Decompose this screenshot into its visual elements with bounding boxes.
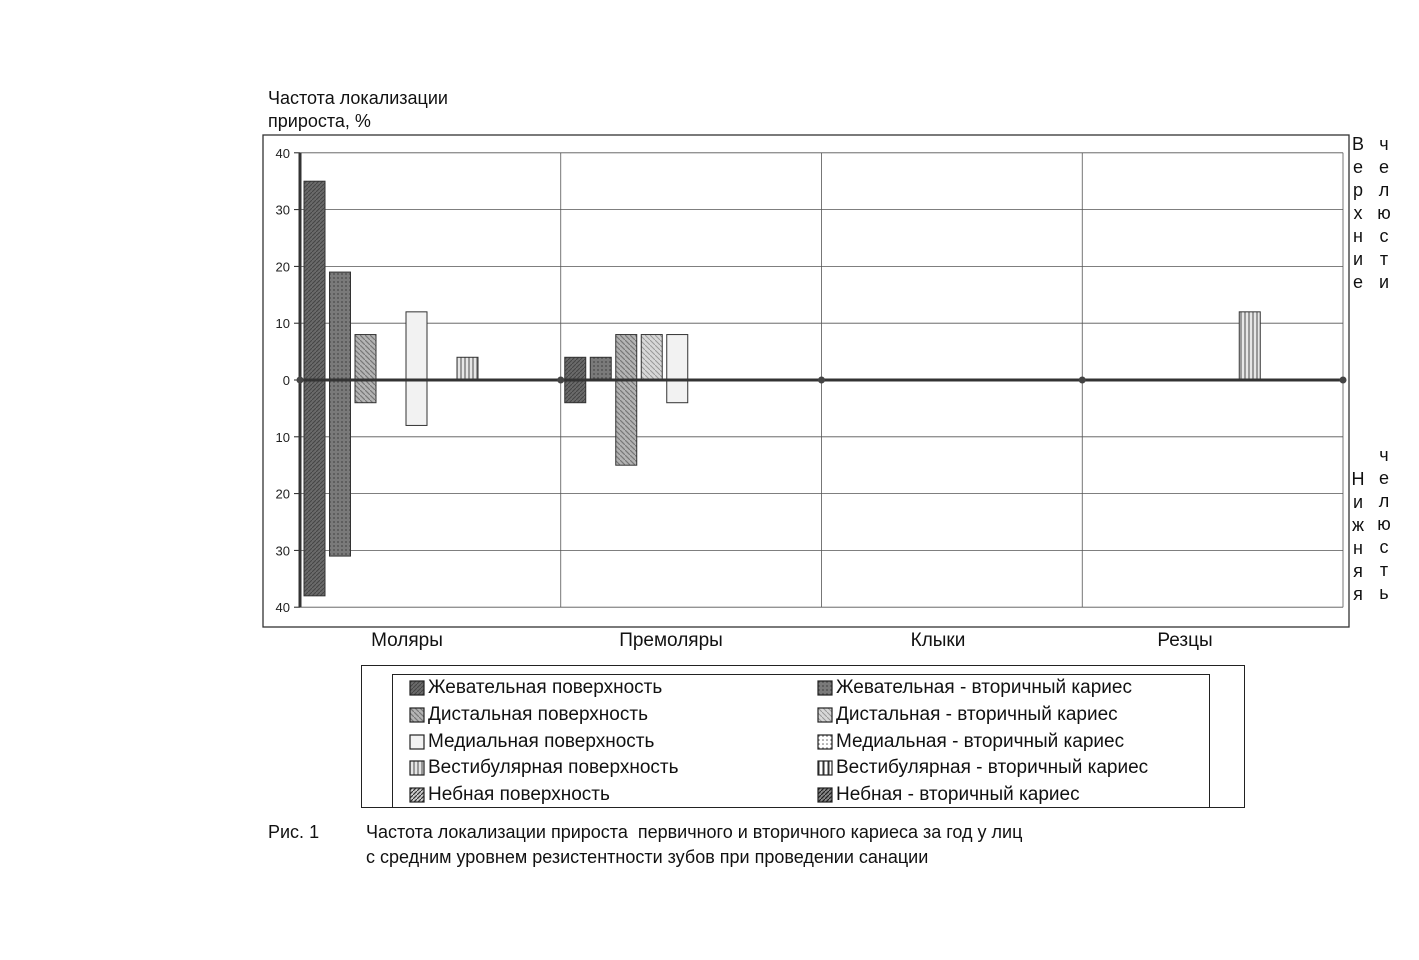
legend-swatch-icon (409, 680, 425, 696)
y-tick-label-upper: 0 (282, 373, 290, 388)
y-tick-label-upper: 20 (275, 259, 290, 275)
figure-caption-line-2: с средним уровнем резистентности зубов при проведении санации (366, 847, 929, 867)
bar-upper (406, 312, 427, 380)
legend-label: Вестибулярная поверхность (428, 757, 679, 779)
side-label-letter: ж (1351, 515, 1365, 535)
y-tick-label-upper: 30 (275, 202, 290, 218)
legend-swatch-icon (409, 787, 425, 803)
legend-swatch-icon (817, 760, 833, 776)
bar-upper (590, 357, 611, 380)
side-label-letter: т (1379, 560, 1389, 580)
legend-items (392, 674, 1210, 807)
side-label-letter: н (1353, 538, 1363, 558)
side-label-letter: с (1379, 537, 1389, 557)
side-label-letter: я (1353, 584, 1363, 604)
side-label-letter: Н (1351, 469, 1365, 489)
side-label-letter: ю (1377, 203, 1391, 223)
side-label-letter: ч (1379, 134, 1389, 154)
legend-item (409, 702, 648, 728)
y-tick-label-upper: 40 (275, 145, 290, 161)
legend (361, 665, 1245, 808)
side-label-letter: и (1352, 492, 1364, 512)
legend-swatch-icon (817, 787, 833, 803)
legend-label: Вестибулярная - вторичный кариес (836, 757, 1149, 779)
figure-caption-line-1: Частота локализации прироста первичного и вторичного кариеса за год у лиц (366, 822, 1023, 842)
legend-item (409, 729, 654, 755)
figure-caption (366, 820, 1266, 870)
legend-item (817, 702, 1118, 728)
side-label-letter: и (1378, 272, 1390, 292)
legend-swatch-icon (409, 734, 425, 750)
bar-upper (616, 335, 637, 380)
y-tick-label-lower: 30 (275, 543, 290, 559)
bar-upper (330, 272, 351, 380)
legend-item (409, 755, 679, 781)
legend-swatch-icon (409, 760, 425, 776)
side-label-letter: ь (1379, 583, 1389, 603)
bar-lower (330, 380, 351, 556)
legend-item (409, 782, 610, 808)
legend-swatch-icon (817, 680, 833, 696)
category-label-premolars: Премоляры (619, 630, 723, 651)
bar-lower (406, 380, 427, 425)
category-divider-marker (818, 377, 825, 384)
y-tick-label-lower: 20 (275, 486, 290, 502)
side-label-letter: т (1379, 249, 1389, 269)
bar-upper (1239, 312, 1260, 380)
legend-label: Небная - вторичный кариес (836, 784, 1080, 806)
bar-upper (565, 357, 586, 380)
bar-lower (304, 380, 325, 596)
legend-item (817, 729, 1124, 755)
bar-upper (641, 335, 662, 380)
category-label-incisors: Резцы (1157, 630, 1213, 651)
side-label-letter: е (1352, 157, 1363, 177)
side-label-letter: р (1352, 180, 1363, 200)
side-label-letter: и (1352, 249, 1364, 269)
side-label-letter: е (1352, 272, 1363, 292)
side-label-letter: е (1378, 468, 1389, 488)
legend-label: Жевательная поверхность (428, 677, 663, 698)
side-label-letter: с (1379, 226, 1389, 246)
legend-label: Медиальная поверхность (428, 730, 655, 752)
legend-swatch-icon (817, 707, 833, 723)
bar-lower (565, 380, 586, 403)
bar-upper (355, 335, 376, 380)
side-label-letter: ч (1379, 445, 1389, 465)
bar-lower (667, 380, 688, 403)
legend-label: Жевательная - вторичный кариес (836, 677, 1132, 698)
side-label-letter: В (1351, 134, 1364, 154)
legend-item (409, 675, 662, 701)
legend-label: Дистальная - вторичный кариес (836, 703, 1118, 725)
y-tick-label-lower: 10 (275, 429, 290, 445)
bar-upper (457, 357, 478, 380)
category-divider-marker (1340, 377, 1347, 384)
lower-jaw-label-col1 (1350, 468, 1366, 606)
bar-upper (667, 335, 688, 380)
legend-item (817, 675, 1132, 701)
side-label-letter: я (1353, 561, 1363, 581)
legend-label: Дистальная поверхность (428, 703, 648, 725)
legend-item (817, 755, 1148, 781)
category-divider-marker (1079, 377, 1086, 384)
figure-number: Рис. 1 (268, 822, 320, 842)
bar-upper (304, 181, 325, 380)
legend-swatch-icon (409, 707, 425, 723)
legend-label: Медиальная - вторичный кариес (836, 730, 1125, 752)
bar-lower (355, 380, 376, 403)
upper-jaw-label-col1 (1350, 133, 1366, 294)
y-tick-label-upper: 10 (275, 316, 290, 332)
lower-jaw-label-col2 (1376, 444, 1392, 605)
legend-swatch-icon (817, 734, 833, 750)
side-label-letter: л (1378, 180, 1390, 200)
category-divider-marker (297, 377, 304, 384)
legend-item (817, 782, 1080, 808)
category-label-canines: Клыки (910, 630, 966, 651)
legend-label: Небная поверхность (428, 784, 610, 806)
bar-lower (616, 380, 637, 465)
category-divider-marker (557, 377, 564, 384)
side-label-letter: н (1353, 226, 1363, 246)
upper-jaw-label-col2 (1376, 133, 1392, 294)
category-label-molars: Моляры (371, 630, 443, 651)
side-label-letter: л (1378, 491, 1390, 511)
y-tick-label-lower: 40 (275, 600, 290, 616)
side-label-letter: ю (1377, 514, 1391, 534)
y-axis-title: Частота локализации прироста, % (268, 88, 448, 131)
side-label-letter: е (1378, 157, 1389, 177)
side-label-letter: х (1353, 203, 1363, 223)
